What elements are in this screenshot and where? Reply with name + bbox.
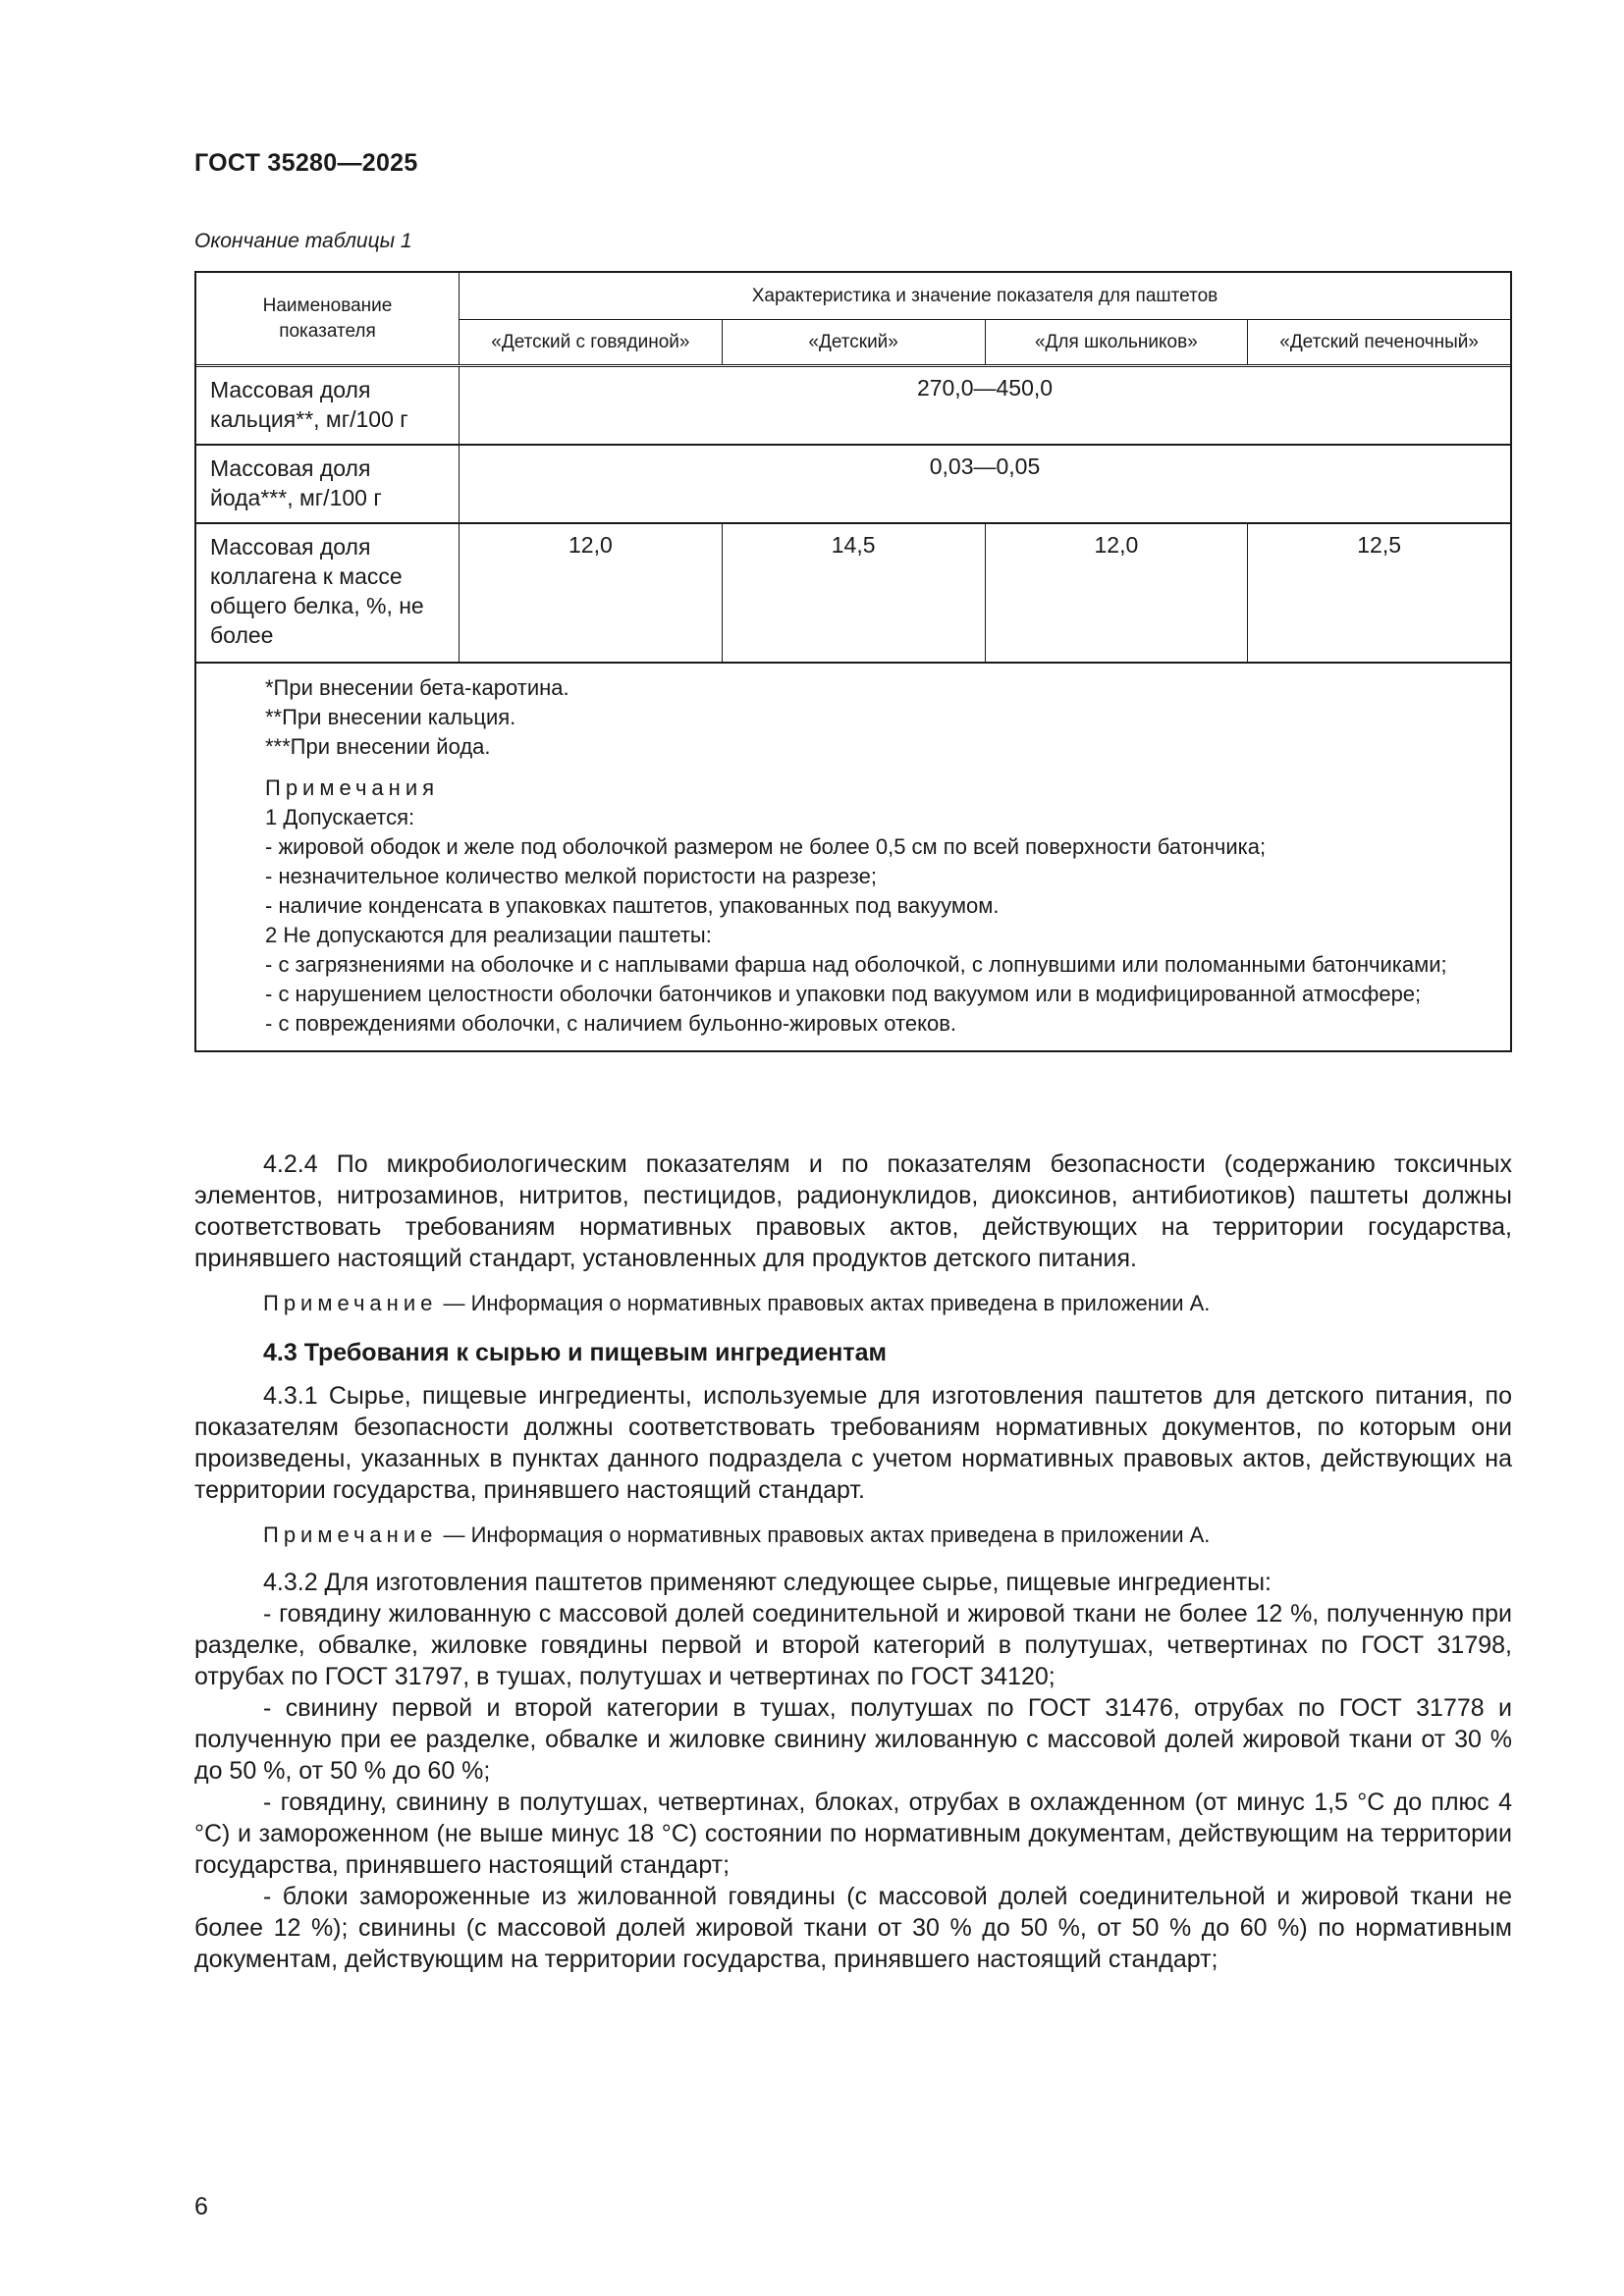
header-indicator-name: Наименование показателя xyxy=(196,273,460,364)
document-code: ГОСТ 35280—2025 xyxy=(194,149,418,177)
table-header xyxy=(196,273,1510,367)
cell-value: 12,0 xyxy=(986,524,1249,662)
list-item: - говядину, свинину в полутушах, четвертинах, блоках, отрубах в охлажденном (от минус 1,5 °С до плюс 4 °С) и замороженном (не выше минус 18 °С) состоянии по нормативным документам, действующим на территории государства, принявшего настоящий стандарт; xyxy=(194,1789,1512,1879)
footnote: *При внесении бета-каротина. xyxy=(265,675,569,700)
note-text: — Информация о нормативных правовых актах приведена в приложении А. xyxy=(437,1522,1211,1547)
row-name: Массовая доля кальция**, мг/100 г xyxy=(196,367,460,444)
table-footnotes xyxy=(196,664,1510,1050)
paragraph-4-2-4: 4.2.4 По микробиологическим показателям и по показателям безопасности (содержанию токсичных элементов, нитрозаминов, нитритов, пестицидов, радионуклидов, диоксинов, антибиотиков) паштеты должны соответствовать требованиям нормативных правовых актов, действующих на территории государства, принявшего настоящий стандарт, установленных для продуктов детского питания. xyxy=(194,1150,1512,1272)
note-line: - наличие конденсата в упаковках паштетов, упакованных под вакуумом. xyxy=(265,893,1000,918)
list-item: - свинину первой и второй категории в тушах, полутушах по ГОСТ 31476, отрубах по ГОСТ 31778 и полученную при ее разделке, обвалке и жиловке свинину жилованную с массовой долей жировой ткани от 30 % до 50 %, от 50 % до 60 %; xyxy=(194,1694,1512,1785)
row-name: Массовая доля коллагена к массе общего белка, %, не более xyxy=(196,524,460,662)
note xyxy=(194,1520,1512,1551)
row-name: Массовая доля йода***, мг/100 г xyxy=(196,446,460,522)
indicators-table xyxy=(194,271,1512,1052)
body-text xyxy=(194,1148,1512,1975)
footnote: **При внесении кальция. xyxy=(265,705,516,729)
note-line: 1 Допускается: xyxy=(265,805,415,829)
note xyxy=(194,1288,1512,1319)
note-text: — Информация о нормативных правовых актах приведена в приложении А. xyxy=(437,1291,1211,1315)
note-line: 2 Не допускаются для реализации паштеты: xyxy=(265,923,712,947)
header-col-detsky: «Детский» xyxy=(723,320,986,364)
header-col-detsky-govyadina: «Детский с говядиной» xyxy=(460,320,723,364)
cell-value: 14,5 xyxy=(723,524,986,662)
cell-value: 12,0 xyxy=(460,524,723,662)
table-row xyxy=(196,524,1510,664)
list-item: - говядину жилованную с массовой долей соединительной и жировой ткани не более 12 %, полученную при разделке, обвалке, жиловке говядины первой и второй категорий в полутушах, четвертинах по ГОСТ 31798, отрубах по ГОСТ 31797, в тушах, полутушах и четвертинах по ГОСТ 34120; xyxy=(194,1600,1512,1690)
table-row xyxy=(196,367,1510,446)
paragraph-4-3-1: 4.3.1 Сырье, пищевые ингредиенты, используемые для изготовления паштетов для детского питания, по показателям безопасности должны соответствовать требованиям нормативных документов, по которым они произведены, указанных в пунктах данного подраздела с учетом нормативных правовых актов, действующих на территории государства, принявшего настоящий стандарт. xyxy=(194,1382,1512,1504)
header-col-pechenochny: «Детский печеночный» xyxy=(1279,331,1479,352)
note-label: Примечание xyxy=(263,1291,438,1315)
row-value: 0,03—0,05 xyxy=(929,454,1041,479)
row-value: 270,0—450,0 xyxy=(916,375,1054,400)
note-line: - с загрязнениями на оболочке и с наплывами фарша над оболочкой, с лопнувшими или поломанными батончиками; xyxy=(265,952,1447,977)
notes-title: Примечания xyxy=(265,775,440,800)
note-line: - с нарушением целостности оболочки батончиков и упаковки под вакуумом или в модифицированной атмосфере; xyxy=(265,982,1422,1006)
note-line: - жировой ободок и желе под оболочкой размером не более 0,5 см по всей поверхности батончика; xyxy=(265,834,1267,859)
note-label: Примечание xyxy=(263,1522,438,1547)
cell-value: 12,5 xyxy=(1357,532,1401,558)
table-row xyxy=(196,446,1510,524)
footnote: ***При внесении йода. xyxy=(265,734,491,759)
page-number: 6 xyxy=(194,2193,208,2220)
header-col-shkolniki: «Для школьников» xyxy=(986,320,1249,364)
header-group: Характеристика и значение показателя для паштетов xyxy=(460,273,1510,320)
note-line: - с повреждениями оболочки, с наличием бульонно-жировых отеков. xyxy=(265,1011,956,1036)
list-item: - блоки замороженные из жилованной говядины (с массовой долей соединительной и жировой ткани не более 12 %); свинины (с массовой долей жировой ткани от 30 % до 50 %, от 50 % до 60 %) по нормативным документам, действующим на территории государства, принявшего настоящий стандарт; xyxy=(194,1883,1512,1973)
table-caption: Окончание таблицы 1 xyxy=(194,230,412,252)
note-line: - незначительное количество мелкой пористости на разрезе; xyxy=(265,864,877,888)
paragraph-4-3-2: 4.3.2 Для изготовления паштетов применяют следующее сырье, пищевые ингредиенты: xyxy=(263,1569,1272,1596)
section-heading-4-3: 4.3 Требования к сырью и пищевым ингредиентам xyxy=(263,1339,888,1366)
